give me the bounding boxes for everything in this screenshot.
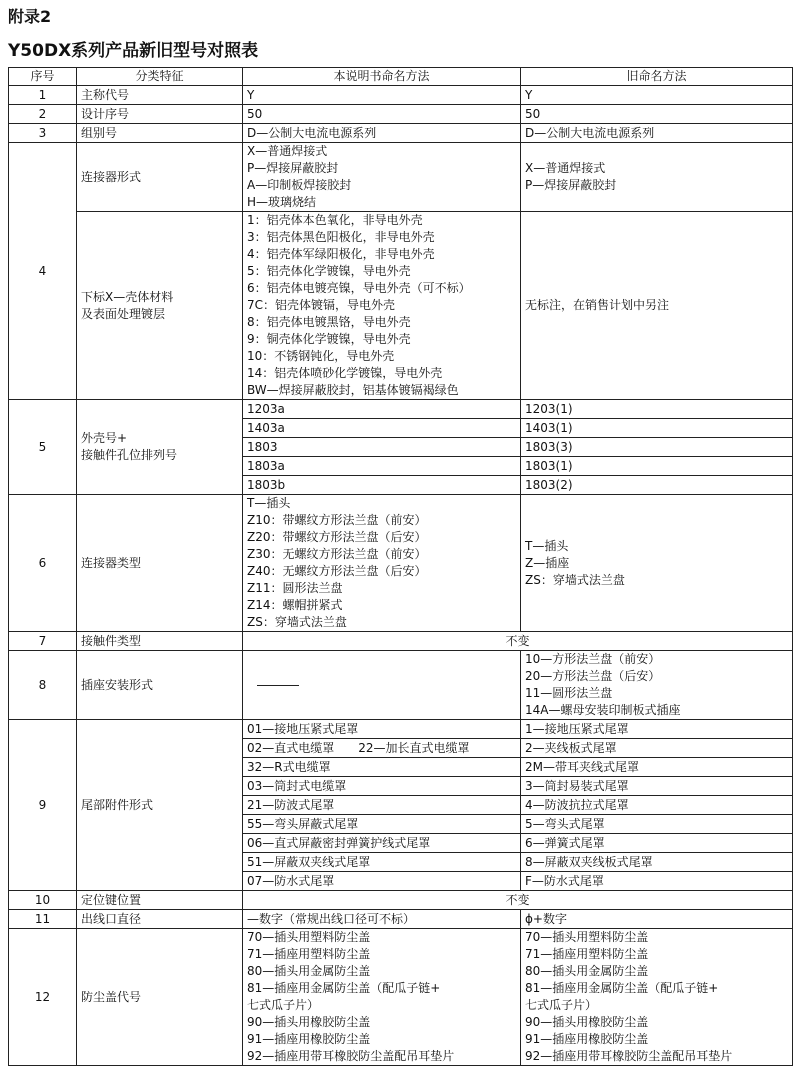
row-number: 9 [9, 720, 77, 891]
new-naming-cell: 32—R式电缆罩 [243, 758, 521, 777]
new-naming-cell: D—公制大电流电源系列 [243, 124, 521, 143]
new-naming-cell: 07—防水式尾罩 [243, 872, 521, 891]
naming-line: 81—插座用金属防尘盖（配瓜子链+ [247, 981, 441, 995]
row-number: 11 [9, 910, 77, 929]
old-naming-cell: D—公制大电流电源系列 [521, 124, 793, 143]
naming-line: H—玻璃烧结 [247, 195, 317, 209]
old-naming-cell: 2M—带耳夹线式尾罩 [521, 758, 793, 777]
naming-line: 七式瓜子片） [247, 998, 320, 1012]
naming-line: 14A—螺母安装印制板式插座 [525, 703, 681, 717]
category-line: 及表面处理镀层 [81, 306, 166, 321]
naming-line: 80—插头用金属防尘盖 [525, 964, 649, 978]
category-cell: 尾部附件形式 [77, 720, 243, 891]
category-cell: 出线口直径 [77, 910, 243, 929]
naming-line: 20—方形法兰盘（后安） [525, 669, 661, 683]
new-naming-cell [243, 929, 521, 1066]
naming-line: 10：不锈钢钝化，导电外壳 [247, 349, 395, 363]
naming-line: T—插头 [525, 538, 569, 553]
naming-line: Z30：无螺纹方形法兰盘（前安） [247, 547, 427, 561]
old-naming-cell: 1803(2) [521, 476, 793, 495]
naming-line: 4：铝壳体军绿阳极化，非导电外壳 [247, 247, 435, 261]
naming-line: 70—插头用塑料防尘盖 [525, 930, 649, 944]
new-naming-cell: 55—弯头屏蔽式尾罩 [243, 815, 521, 834]
old-naming-cell: 50 [521, 105, 793, 124]
old-naming-cell: 3—筒封易装式尾罩 [521, 777, 793, 796]
naming-line: 七式瓜子片） [525, 998, 598, 1012]
table-row [9, 143, 793, 212]
naming-line: 5：铝壳体化学镀镍，导电外壳 [247, 264, 411, 278]
naming-line: 92—插座用带耳橡胶防尘盖配吊耳垫片 [247, 1049, 455, 1063]
table-row [9, 124, 793, 143]
header-old-naming: 旧命名方法 [521, 68, 793, 86]
naming-line: Z40：无螺纹方形法兰盘（后安） [247, 564, 427, 578]
row-number: 2 [9, 105, 77, 124]
naming-line: Z14：螺帽拼紧式 [247, 598, 343, 612]
old-naming-cell: 1403(1) [521, 419, 793, 438]
naming-line: P—焊接屏蔽胶封 [247, 161, 339, 175]
row-number: 7 [9, 632, 77, 651]
new-naming-cell: 1803a [243, 457, 521, 476]
naming-line: 91—插座用橡胶防尘盖 [525, 1032, 649, 1046]
appendix-label: 附录2 [8, 7, 52, 26]
table-row [9, 720, 793, 739]
old-naming-cell: 8—屏蔽双夹线板式尾罩 [521, 853, 793, 872]
table-row [9, 929, 793, 1066]
naming-line: 14：铝壳体喷砂化学镀镍，导电外壳 [247, 366, 443, 380]
category-line: 接触件孔位排列号 [81, 448, 178, 462]
new-naming-cell: 03—筒封式电缆罩 [243, 777, 521, 796]
naming-line: Z—插座 [525, 555, 570, 570]
old-naming-cell: 1203(1) [521, 400, 793, 419]
naming-line: 9：铜壳体化学镀镍，导电外壳 [247, 332, 411, 346]
new-naming-cell: 50 [243, 105, 521, 124]
naming-line: 71—插座用塑料防尘盖 [525, 947, 649, 961]
naming-line: BW—焊接屏蔽胶封，铝基体镀镉褐绿色 [247, 383, 459, 397]
naming-line: P—焊接屏蔽胶封 [525, 178, 617, 192]
table-row [9, 910, 793, 929]
naming-line: 91—插座用橡胶防尘盖 [247, 1032, 371, 1046]
naming-line: 6：铝壳体电镀亮镍，导电外壳（可不标） [247, 281, 471, 295]
naming-line: T—插头 [247, 496, 291, 510]
table-row [9, 891, 793, 910]
category-cell: 插座安装形式 [77, 651, 243, 720]
naming-line: 7C：铝壳体镀镉，导电外壳 [247, 298, 396, 312]
naming-line: Z11：圆形法兰盘 [247, 581, 343, 595]
old-naming-cell: 2—夹线板式尾罩 [521, 739, 793, 758]
row-number: 1 [9, 86, 77, 105]
new-naming-cell: 1203a [243, 400, 521, 419]
merged-naming-cell: 不变 [243, 891, 793, 910]
category-cell: 定位键位置 [77, 891, 243, 910]
naming-line: X—普通焊接式 [525, 161, 606, 175]
naming-line: 1：铝壳体本色氧化，非导电外壳 [247, 213, 423, 227]
old-naming-cell: 1803(1) [521, 457, 793, 476]
table-row [9, 632, 793, 651]
dash-line [257, 685, 299, 686]
old-naming-cell [521, 143, 793, 212]
naming-line: A—印制板焊接胶封 [247, 178, 352, 192]
naming-line: 11—圆形法兰盘 [525, 686, 613, 700]
row-number: 10 [9, 891, 77, 910]
category-cell: 连接器类型 [77, 495, 243, 632]
new-naming-cell [243, 143, 521, 212]
new-naming-cell: 21—防波式尾罩 [243, 796, 521, 815]
category-cell: 设计序号 [77, 105, 243, 124]
new-naming-cell [243, 212, 521, 400]
header-row [9, 68, 793, 86]
table-row [9, 400, 793, 419]
naming-line: 80—插头用金属防尘盖 [247, 964, 371, 978]
category-cell: 组别号 [77, 124, 243, 143]
new-naming-cell [243, 651, 521, 720]
old-naming-cell: Y [521, 86, 793, 105]
category-cell [77, 212, 243, 400]
category-cell: 连接器形式 [77, 143, 243, 212]
category-cell [77, 400, 243, 495]
new-naming-cell: 51—屏蔽双夹线式尾罩 [243, 853, 521, 872]
naming-line: 90—插头用橡胶防尘盖 [525, 1015, 649, 1029]
new-naming-cell: Y [243, 86, 521, 105]
naming-line: ZS：穿墙式法兰盘 [247, 615, 347, 629]
row-number: 8 [9, 651, 77, 720]
old-naming-cell [521, 929, 793, 1066]
row-number: 12 [9, 929, 77, 1066]
old-naming-cell: 5—弯头式尾罩 [521, 815, 793, 834]
old-naming-cell [521, 495, 793, 632]
model-comparison-table [8, 67, 793, 1066]
naming-line: Z10：带螺纹方形法兰盘（前安） [247, 513, 427, 527]
new-naming-cell: 01—接地压紧式尾罩 [243, 720, 521, 739]
old-naming-cell: 6—弹簧式尾罩 [521, 834, 793, 853]
old-naming-cell: ϕ+数字 [521, 910, 793, 929]
new-naming-cell: 1803b [243, 476, 521, 495]
naming-line: 10—方形法兰盘（前安） [525, 652, 661, 666]
table-row [9, 495, 793, 632]
row-number: 4 [9, 143, 77, 400]
old-naming-cell: 4—防波抗拉式尾罩 [521, 796, 793, 815]
old-naming-cell: 1803(3) [521, 438, 793, 457]
naming-line: 3：铝壳体黑色阳极化，非导电外壳 [247, 230, 435, 244]
header-new-naming: 本说明书命名方法 [243, 68, 521, 86]
old-naming-cell: 无标注，在销售计划中另注 [521, 212, 793, 400]
category-cell: 防尘盖代号 [77, 929, 243, 1066]
row-number: 6 [9, 495, 77, 632]
old-naming-cell: 1—接地压紧式尾罩 [521, 720, 793, 739]
category-line: 下标X—壳体材料 [81, 289, 174, 304]
old-naming-cell [521, 651, 793, 720]
naming-line: 71—插座用塑料防尘盖 [247, 947, 371, 961]
header-category: 分类特征 [77, 68, 243, 86]
new-naming-cell: 1803 [243, 438, 521, 457]
new-naming-cell [243, 495, 521, 632]
category-cell: 接触件类型 [77, 632, 243, 651]
naming-line: X—普通焊接式 [247, 144, 328, 158]
row-number: 3 [9, 124, 77, 143]
new-naming-cell: —数字（常规出线口径可不标） [243, 910, 521, 929]
table-row [9, 212, 793, 400]
old-naming-cell: F—防水式尾罩 [521, 872, 793, 891]
naming-line: 8：铝壳体电镀黑铬，导电外壳 [247, 315, 411, 329]
new-naming-cell: 1403a [243, 419, 521, 438]
table-row [9, 105, 793, 124]
naming-line: 70—插头用塑料防尘盖 [247, 930, 371, 944]
row-number: 5 [9, 400, 77, 495]
merged-naming-cell: 不变 [243, 632, 793, 651]
header-no: 序号 [9, 68, 77, 86]
table-row [9, 86, 793, 105]
naming-line: 92—插座用带耳橡胶防尘盖配吊耳垫片 [525, 1049, 733, 1063]
naming-line: ZS：穿墙式法兰盘 [525, 572, 625, 587]
naming-line: 81—插座用金属防尘盖（配瓜子链+ [525, 981, 719, 995]
category-line: 外壳号+ [81, 431, 128, 445]
table-row [9, 651, 793, 720]
table-title: Y50DX系列产品新旧型号对照表 [8, 41, 259, 61]
new-naming-cell: 06—直式屏蔽密封弹簧护线式尾罩 [243, 834, 521, 853]
category-cell: 主称代号 [77, 86, 243, 105]
naming-line: 90—插头用橡胶防尘盖 [247, 1015, 371, 1029]
new-naming-cell: 02—直式电缆罩 22—加长直式电缆罩 [243, 739, 521, 758]
naming-line: Z20：带螺纹方形法兰盘（后安） [247, 530, 427, 544]
